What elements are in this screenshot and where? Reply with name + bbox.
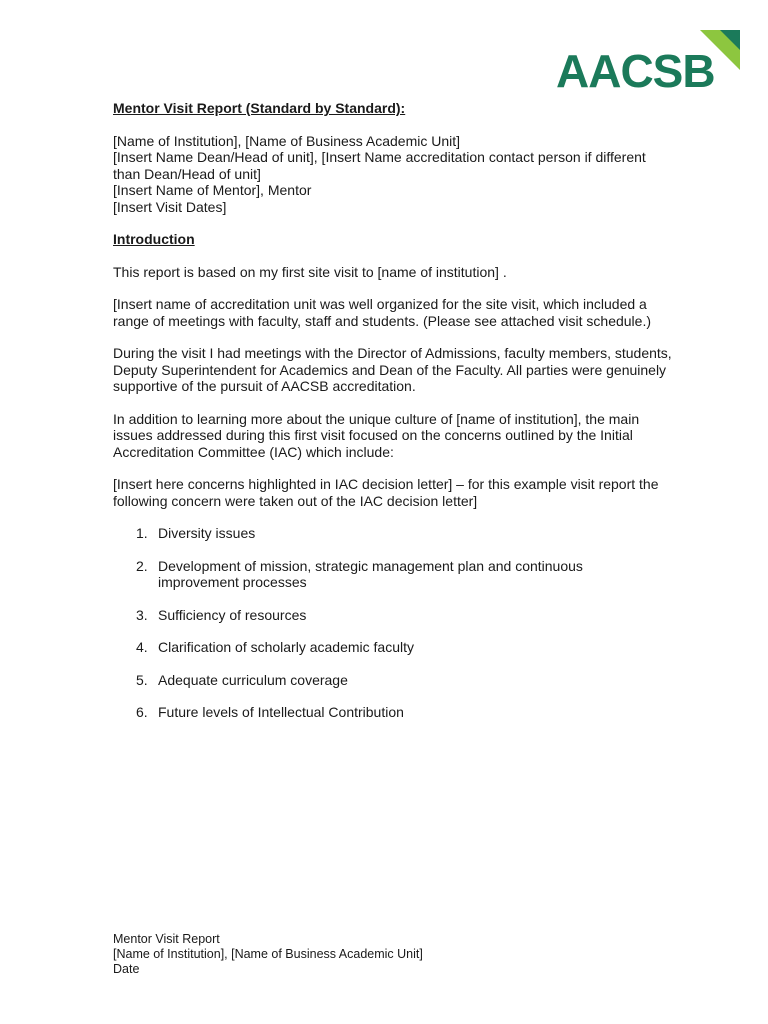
list-item-number: 1. [136,525,148,541]
list-item-text: Clarification of scholarly academic faculty [158,639,414,655]
paragraph: This report is based on my first site visit to [name of institution] . [113,263,507,280]
footer-line-report: Mentor Visit Report [113,932,220,946]
header-line-mentor: [Insert Name of Mentor], Mentor [113,182,312,198]
list-item-number: 6. [136,704,148,720]
list-item [113,639,673,656]
page-footer [113,932,423,977]
paragraph: During the visit I had meetings with the Director of Admissions, faculty members, students, Deputy Superintendent for Academics and Dean of the Faculty. All parties were genuinely supportive of the pursuit of AACSB accreditation. [113,345,672,394]
logo-text: AACSB [556,45,715,97]
list-item [113,672,673,689]
list-item [113,525,673,542]
header-line-institution: [Name of Institution], [Name of Business Academic Unit] [113,132,461,149]
report-header-block [113,133,673,216]
introduction-heading: Introduction [113,231,195,247]
aacsb-logo [556,30,742,96]
list-item-text: Adequate curriculum coverage [158,671,348,688]
list-item-text: Diversity issues [158,525,256,541]
footer-line-institution: [Name of Institution], [Name of Business Academic Unit] [113,947,423,961]
paragraph: In addition to learning more about the unique culture of [name of institution], the main issues addressed during this first visit focused on the concerns outlined by the Initial Accreditation Committee (IAC) which include: [113,410,640,460]
list-item-number: 2. [136,557,148,574]
footer-line-date: Date [113,962,140,976]
paragraph: [Insert here concerns highlighted in IAC decision letter] – for this example visit report the following concern were taken out of the IAC decision letter] [113,476,659,509]
list-item [113,558,673,591]
list-item-number: 3. [136,606,148,623]
list-item-number: 4. [136,639,148,655]
report-title: Mentor Visit Report (Standard by Standard): [113,100,406,116]
header-line-dean: [Insert Name Dean/Head of unit], [Insert Name accreditation contact person if different than Dean/Head of unit] [113,149,646,182]
list-item-number: 5. [136,671,148,688]
concerns-list [113,525,673,721]
paragraph: [Insert name of accreditation unit was well organized for the site visit, which included a range of meetings with faculty, staff and students. (Please see attached visit schedule.) [113,296,652,329]
list-item [113,607,673,624]
report-body [113,100,673,737]
header-line-visit-dates: [Insert Visit Dates] [113,198,227,215]
list-item-text: Sufficiency of resources [158,606,307,623]
list-item-text: Development of mission, strategic management plan and continuous improvement processes [158,557,583,590]
list-item-text: Future levels of Intellectual Contribution [158,704,404,720]
list-item [113,704,673,721]
